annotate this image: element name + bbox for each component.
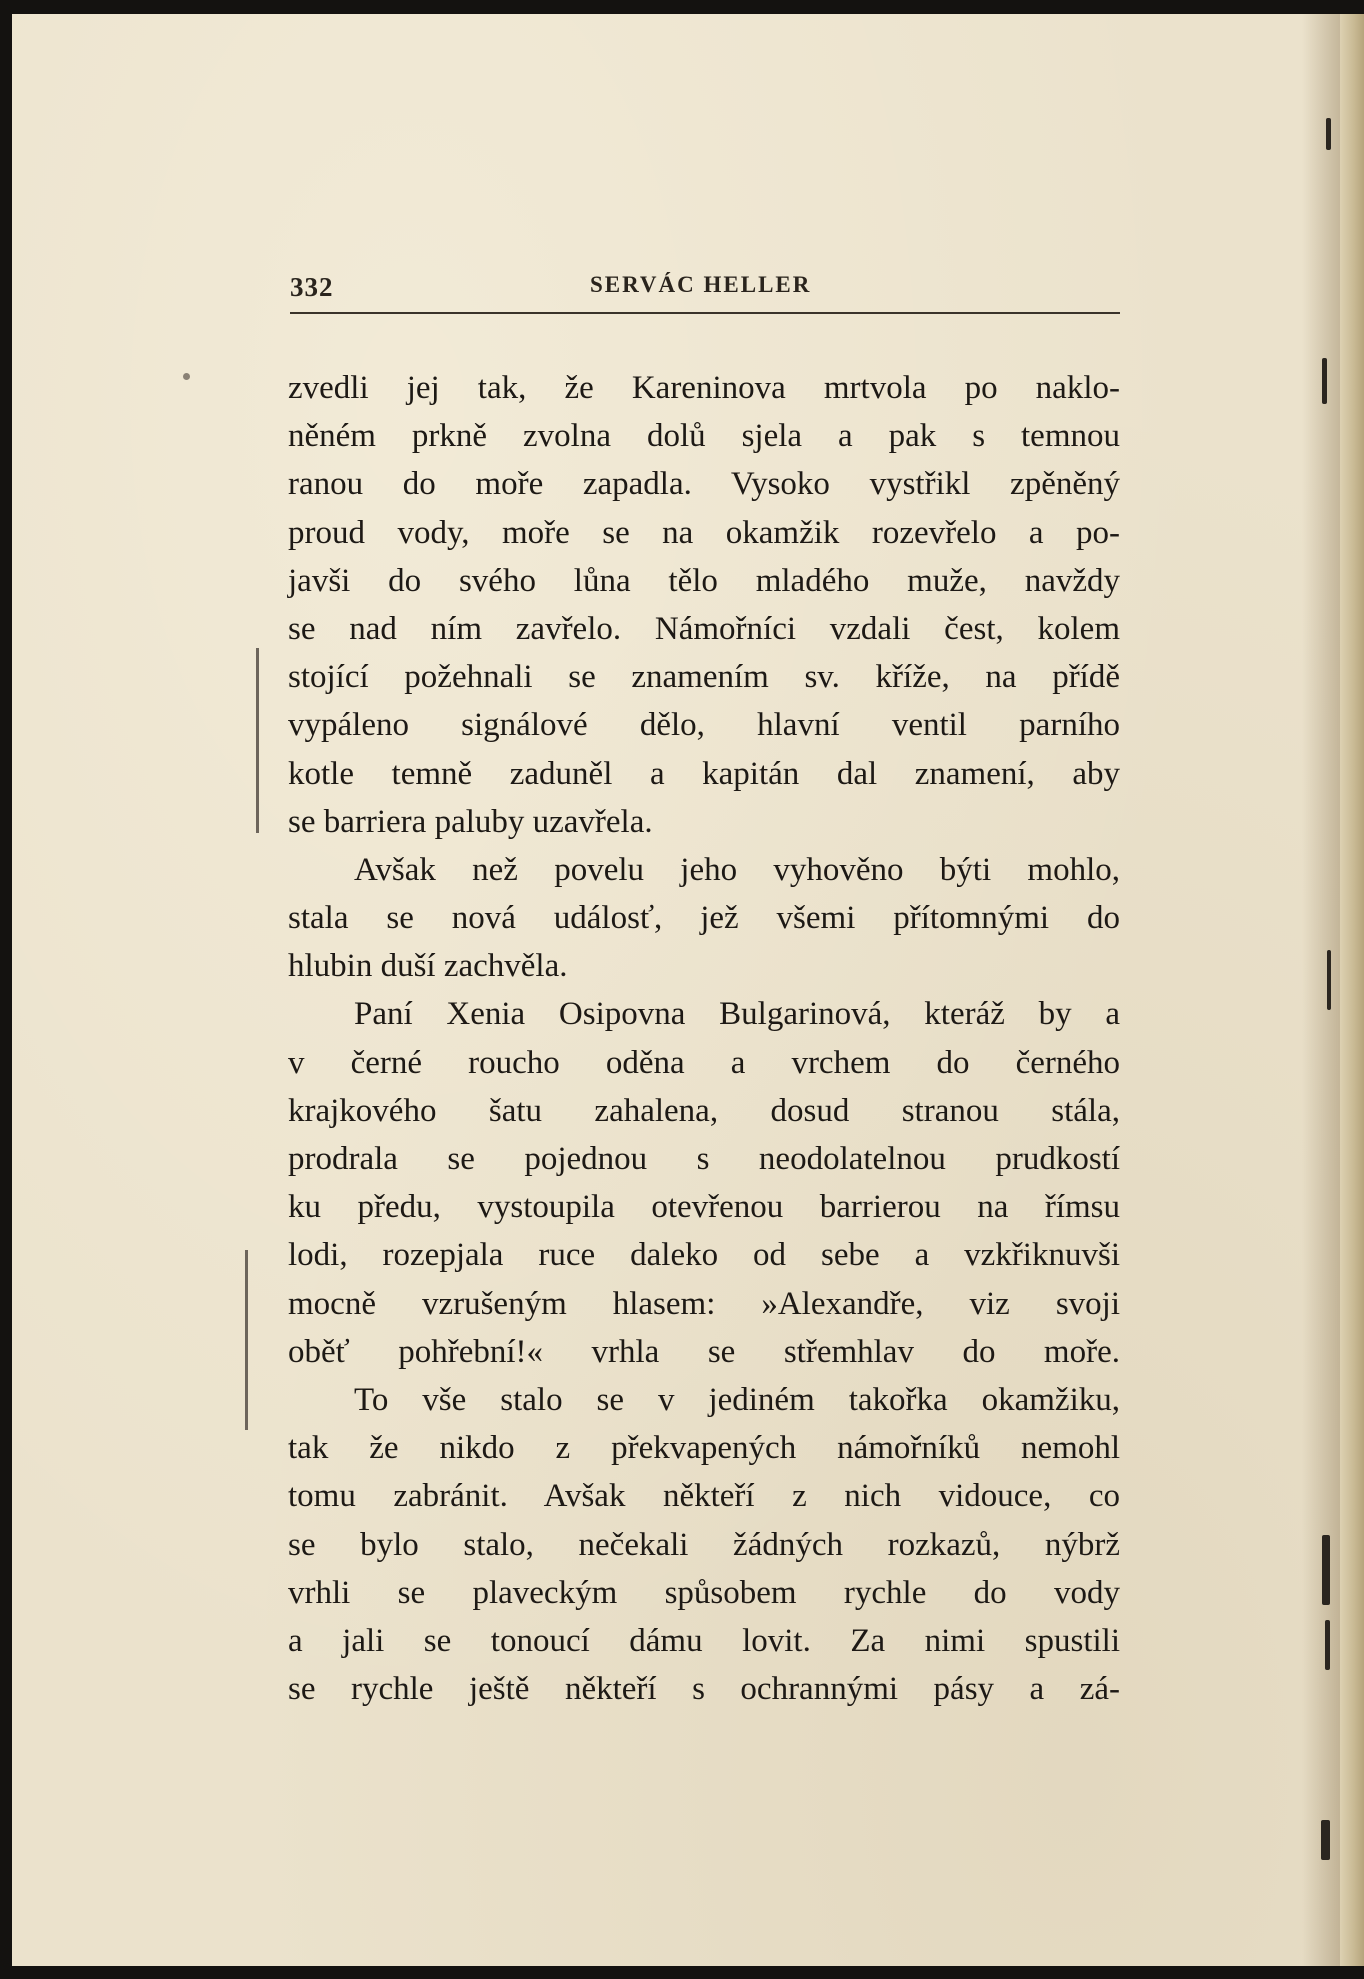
text-line: hlubin duší zachvěla. bbox=[288, 948, 568, 985]
text-line: lodi, rozepjala ruce daleko od sebe a vzkřiknuvši bbox=[288, 1237, 1120, 1274]
text-line: se barriera paluby uzavřela. bbox=[288, 803, 653, 840]
margin-pencil-mark-upper bbox=[256, 648, 259, 833]
text-line: zvedli jej tak, že Kareninova mrtvola po naklo- bbox=[288, 370, 1120, 406]
edge-ink-mark bbox=[1322, 358, 1327, 404]
text-line: něném prkně zvolna dolů sjela a pak s temnou bbox=[288, 418, 1120, 455]
book-spine-edge bbox=[1340, 14, 1364, 1966]
edge-ink-mark bbox=[1326, 118, 1331, 150]
text-line: Paní Xenia Osipovna Bulgarinová, kteráž by a bbox=[354, 996, 1120, 1033]
text-line: a jali se tonoucí dámu lovit. Za nimi spustili bbox=[288, 1622, 1120, 1659]
running-header bbox=[290, 268, 1120, 308]
text-line: Avšak než povelu jeho vyhověno býti mohlo, bbox=[354, 851, 1120, 888]
text-line: kotle temně zaduněl a kapitán dal znamení, aby bbox=[288, 755, 1120, 792]
text-line: tak že nikdo z překvapených námořníků nemohl bbox=[288, 1430, 1120, 1467]
text-line: vrhli se plaveckým spůsobem rychle do vody bbox=[288, 1574, 1120, 1611]
running-title: SERVÁC HELLER bbox=[590, 272, 812, 297]
text-line: vypáleno signálové dělo, hlavní ventil parního bbox=[288, 707, 1120, 744]
text-line: To vše stalo se v jediném takořka okamžiku, bbox=[354, 1381, 1120, 1418]
text-line: oběť pohřební!« vrhla se střemhlav do moře. bbox=[288, 1333, 1120, 1370]
text-line: javši do svého lůna tělo mladého muže, navždy bbox=[288, 562, 1120, 599]
margin-speck bbox=[183, 373, 190, 380]
text-line: se nad ním zavřelo. Námořníci vzdali čest, kolem bbox=[288, 610, 1120, 647]
text-line: v černé roucho oděna a vrchem do černého bbox=[288, 1044, 1120, 1081]
text-line: proud vody, moře se na okamžik rozevřelo a po- bbox=[288, 514, 1120, 551]
edge-ink-mark bbox=[1322, 1535, 1330, 1605]
text-line: krajkového šatu zahalena, dosud stranou stála, bbox=[288, 1092, 1120, 1129]
text-line: ranou do moře zapadla. Vysoko vystřikl zpěněný bbox=[288, 466, 1120, 503]
text-line: prodrala se pojednou s neodolatelnou prudkostí bbox=[288, 1141, 1120, 1177]
edge-ink-mark bbox=[1321, 1820, 1330, 1860]
header-rule bbox=[290, 312, 1120, 314]
text-line: stojící požehnali se znamením sv. kříže, na přídě bbox=[288, 659, 1120, 696]
text-line: se bylo stalo, nečekali žádných rozkazů, nýbrž bbox=[288, 1526, 1120, 1563]
page-number: 332 bbox=[290, 272, 334, 302]
text-line: mocně vzrušeným hlasem: »Alexandře, viz svoji bbox=[288, 1285, 1120, 1322]
text-line: se rychle ještě někteří s ochrannými pásy a zá- bbox=[288, 1671, 1120, 1708]
text-line: tomu zabránit. Avšak někteří z nich vidouce, co bbox=[288, 1478, 1120, 1515]
edge-ink-mark bbox=[1325, 1620, 1330, 1670]
body-text bbox=[288, 364, 1120, 1713]
margin-pencil-mark-lower bbox=[245, 1250, 248, 1430]
page-gutter-shadow bbox=[1302, 14, 1340, 1966]
edge-ink-mark bbox=[1327, 950, 1331, 1010]
text-line: ku předu, vystoupila otevřenou barrierou na římsu bbox=[288, 1189, 1120, 1226]
text-line: stala se nová událosť, jež všemi přítomnými do bbox=[288, 900, 1120, 937]
